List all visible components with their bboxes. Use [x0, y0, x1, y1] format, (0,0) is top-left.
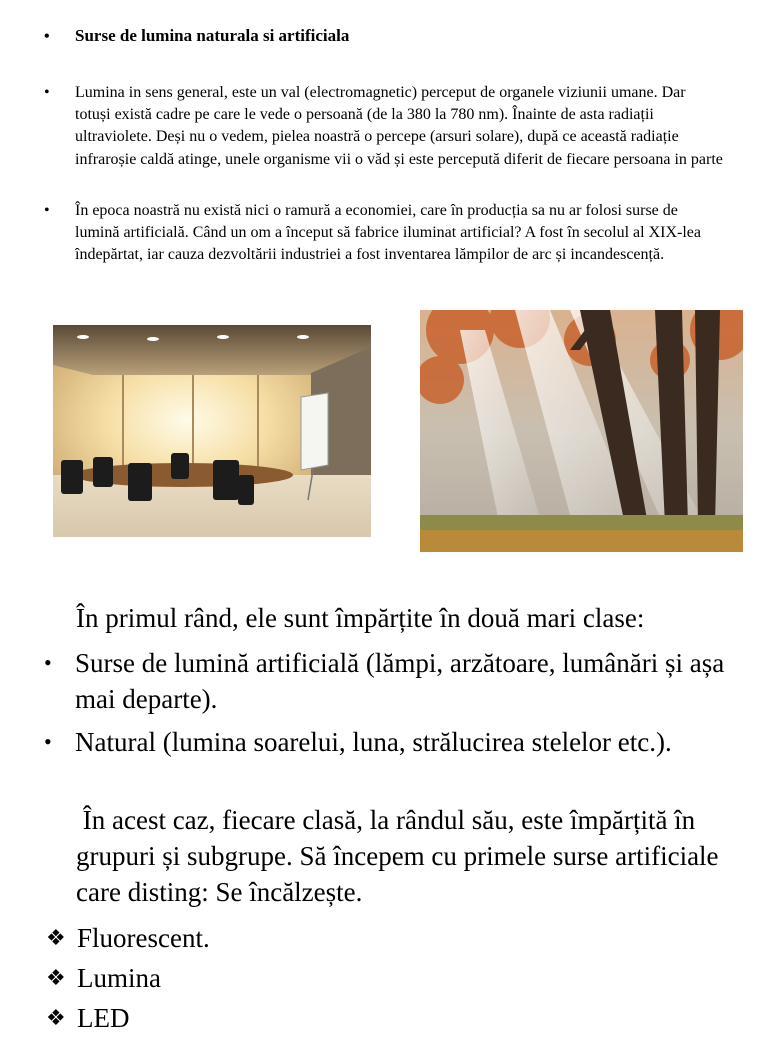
bullet: •	[44, 28, 50, 45]
bullet: •	[44, 84, 50, 101]
office-photo	[53, 325, 371, 537]
diamond-bullet-icon: ❖	[46, 1005, 66, 1030]
class-artificial	[44, 645, 734, 717]
bullet: •	[44, 729, 52, 754]
forest-photo	[420, 310, 743, 552]
section-heading	[44, 26, 349, 48]
paragraph-light-definition	[44, 82, 724, 171]
type-text: Lumina	[77, 963, 161, 993]
type-item-fluorescent	[46, 918, 210, 958]
diamond-bullet-icon: ❖	[46, 925, 66, 950]
bullet: •	[44, 650, 52, 675]
paragraph-text: În epoca noastră nu există nici o ramură a economiei, care în producția sa nu ar folosi surse de lumină artificială. Când un om a început să fabrice iluminat artificial? A fost în secolul al XIX-lea îndepărtat, iar cauza dezvoltării industriei a fost inventarea lămpilor de arc și incandescență.	[75, 202, 702, 264]
bullet: •	[44, 202, 50, 219]
class-natural	[44, 724, 734, 760]
class-text: Surse de lumină artificială (lămpi, arzătoare, lumânări și așa mai departe).	[75, 648, 725, 714]
type-item-lumina	[46, 958, 161, 998]
paragraph-artificial-history	[44, 200, 724, 267]
class-text: Natural (lumina soarelui, luna, strălucirea stelelor etc.).	[75, 727, 672, 757]
heading-text: Surse de lumina naturala si artificiala	[75, 26, 350, 45]
classes-intro: În primul rând, ele sunt împărțite în două mari clase:	[76, 603, 645, 633]
continuation-paragraph: În acest caz, fiecare clasă, la rândul său, este împărțită în grupuri și subgrupe. Să începem cu primele surse artificiale care disting: Se încălzește.	[76, 805, 726, 907]
paragraph-text: Lumina in sens general, este un val (electromagnetic) perceput de organele viziunii umane. Dar totuși există cadre pe care le vede o persoană (de la 380 la 780 nm). Înainte de asta radiații ultraviolete. Deși nu o vedem, pielea noastră o percepe (arsuri solare), după ce această radiație infraroșie caldă atinge, unele organisme vii o văd și este percepută diferit de fiecare persoana in parte	[75, 84, 723, 168]
type-text: LED	[77, 1003, 130, 1033]
type-item-led	[46, 998, 129, 1038]
diamond-bullet-icon: ❖	[46, 965, 66, 990]
type-text: Fluorescent.	[77, 923, 210, 953]
